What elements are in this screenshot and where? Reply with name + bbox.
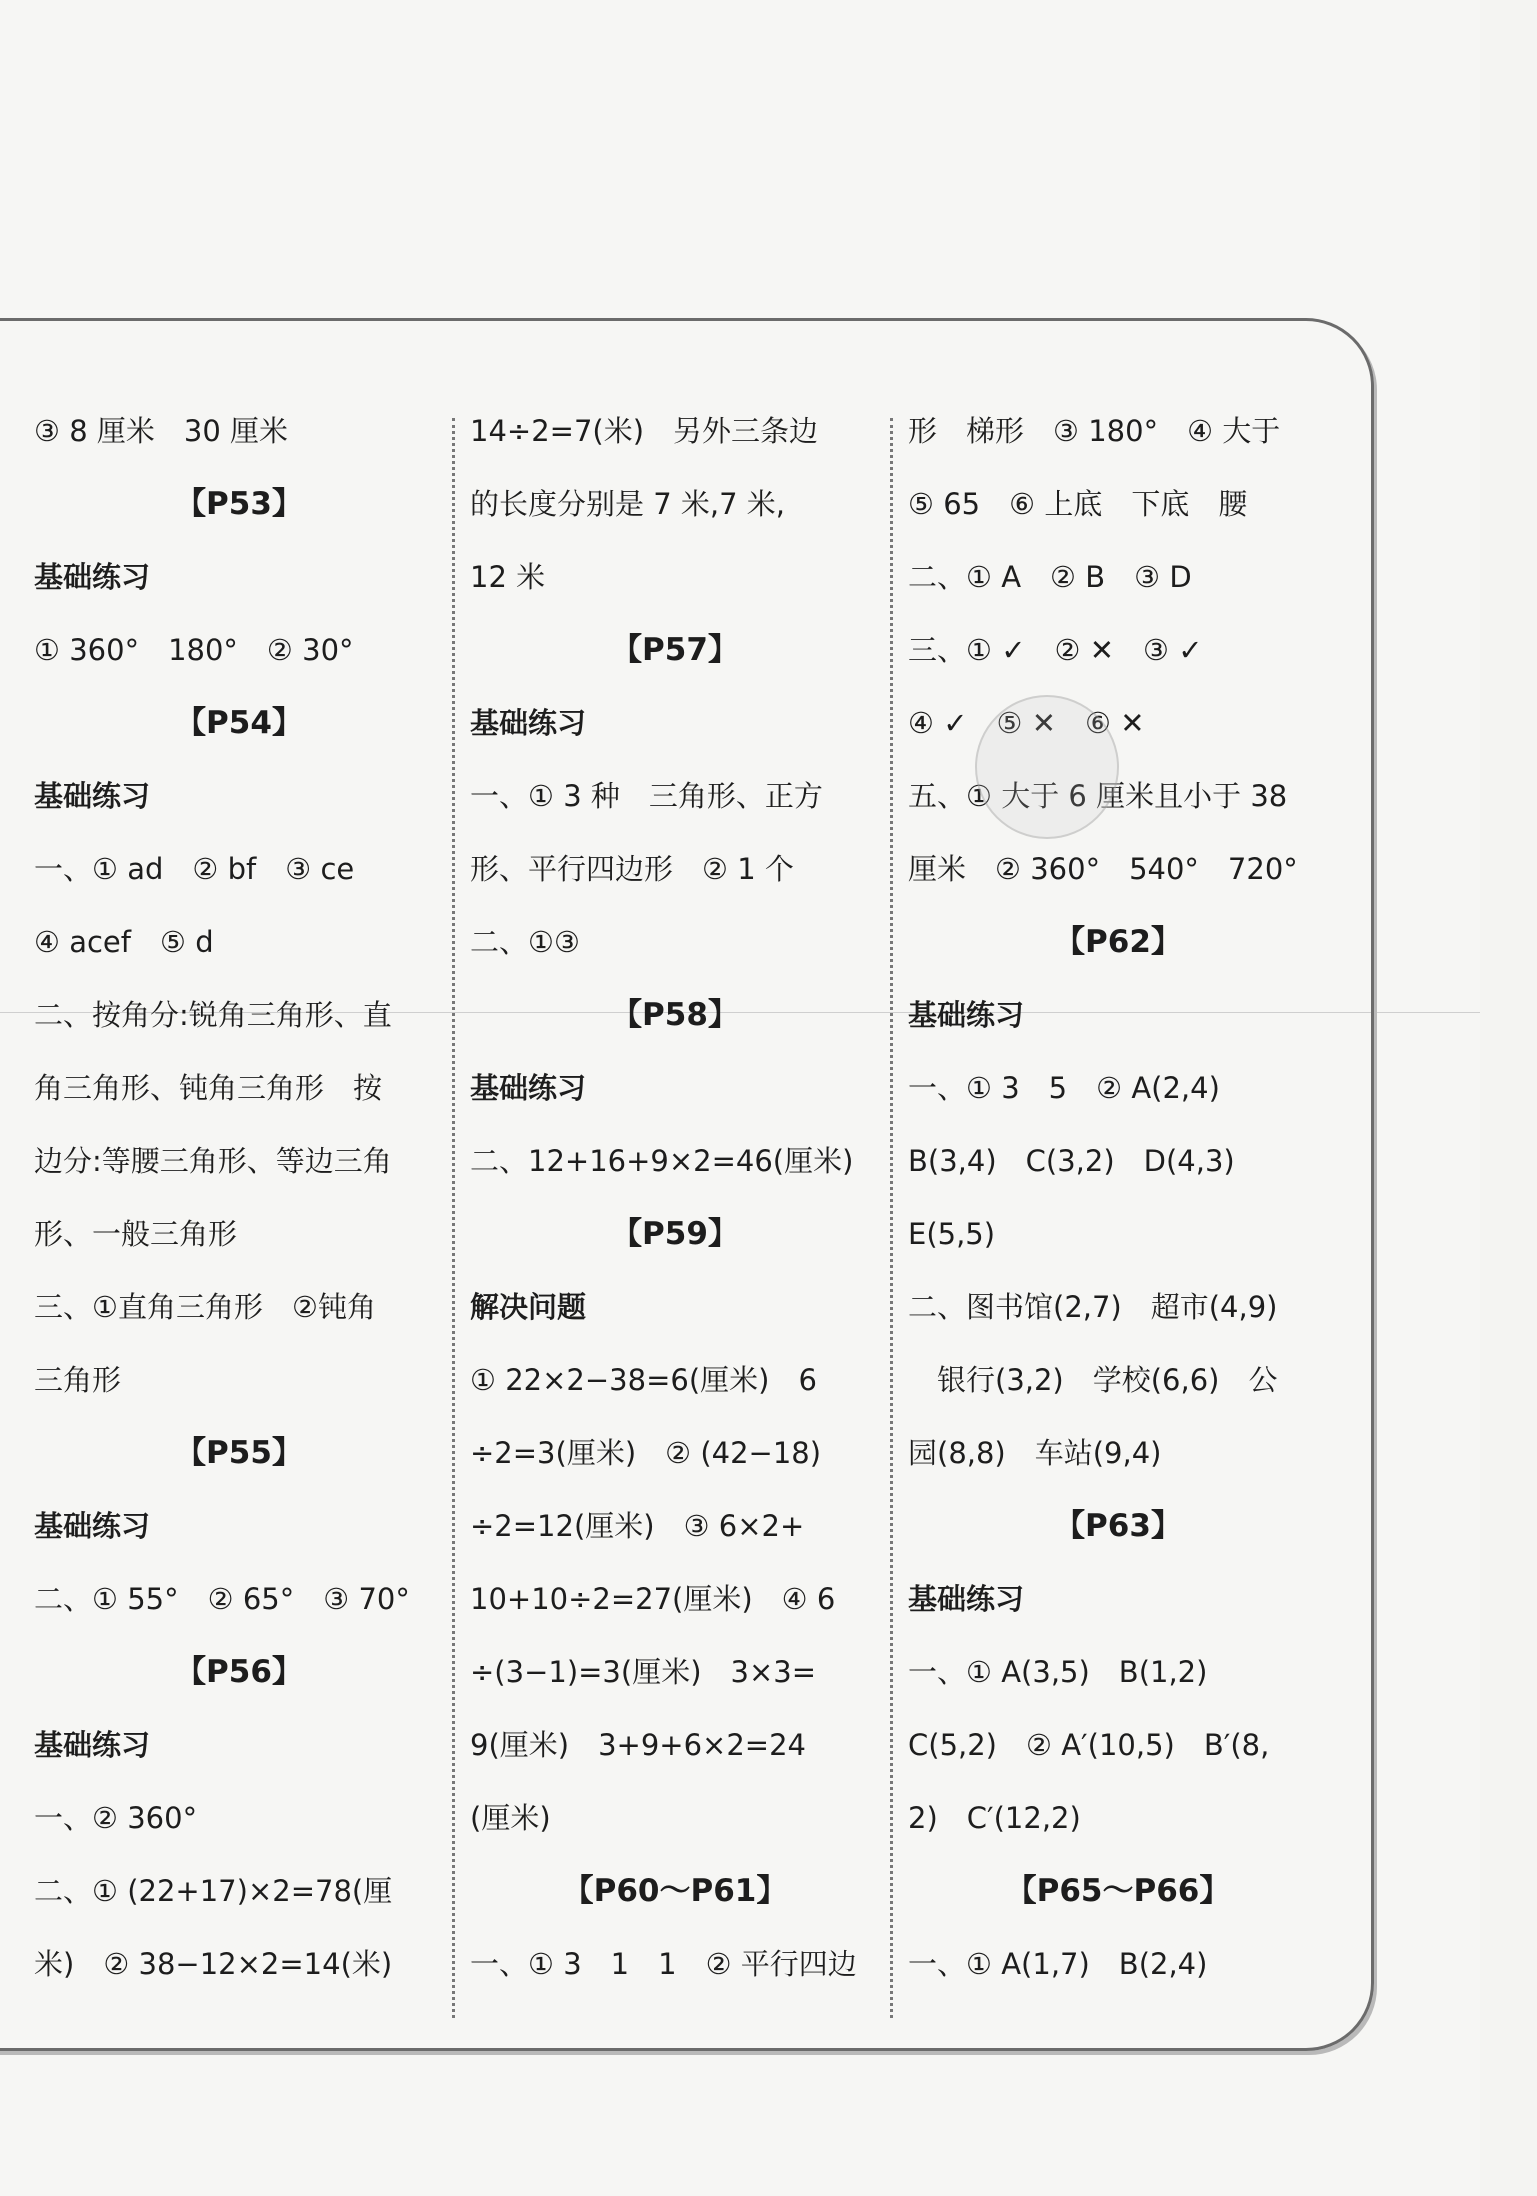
answer-line: B(3,4) C(3,2) D(4,3) bbox=[908, 1144, 1235, 1178]
section-title: 基础练习 bbox=[908, 998, 1025, 1032]
answer-line: 一、② 360° bbox=[34, 1801, 198, 1835]
answer-line: 形 梯形 ③ 180° ④ 大于 bbox=[908, 414, 1281, 448]
answer-line: 米) ② 38−12×2=14(米) bbox=[34, 1947, 393, 1981]
answer-line: 二、按角分:锐角三角形、直 bbox=[34, 998, 392, 1032]
section-title: 基础练习 bbox=[34, 1728, 151, 1762]
page-heading: 【P62】 bbox=[1054, 924, 1182, 960]
answer-line: 12 米 bbox=[470, 560, 546, 594]
answer-line: ④ ✓ ⑤ ✕ ⑥ ✕ bbox=[908, 706, 1145, 740]
answer-line: 二、① (22+17)×2=78(厘 bbox=[34, 1874, 393, 1908]
section-title: 基础练习 bbox=[34, 1509, 151, 1543]
column-separator bbox=[452, 418, 455, 2018]
page-heading: 【P63】 bbox=[1054, 1508, 1182, 1544]
answer-line: 10+10÷2=27(厘米) ④ 6 bbox=[470, 1582, 836, 1616]
answer-line: 三、① ✓ ② ✕ ③ ✓ bbox=[908, 633, 1203, 667]
answer-line: ÷2=12(厘米) ③ 6×2+ bbox=[470, 1509, 805, 1543]
answer-line: 二、① 55° ② 65° ③ 70° bbox=[34, 1582, 410, 1616]
answer-line: 一、① 3 种 三角形、正方 bbox=[470, 779, 823, 813]
answer-line: 边分:等腰三角形、等边三角 bbox=[34, 1144, 392, 1178]
column-separator bbox=[890, 418, 893, 2018]
answer-line: 银行(3,2) 学校(6,6) 公 bbox=[908, 1363, 1278, 1397]
answer-line: 9(厘米) 3+9+6×2=24 bbox=[470, 1728, 806, 1762]
answer-line: ÷2=3(厘米) ② (42−18) bbox=[470, 1436, 822, 1470]
answer-line: 一、① ad ② bf ③ ce bbox=[34, 852, 355, 886]
answer-line: 五、① 大于 6 厘米且小于 38 bbox=[908, 779, 1288, 813]
answer-line: 形、平行四边形 ② 1 个 bbox=[470, 852, 794, 886]
page-heading: 【P56】 bbox=[175, 1654, 303, 1690]
answer-line: ÷(3−1)=3(厘米) 3×3= bbox=[470, 1655, 817, 1689]
answer-line: 三、①直角三角形 ②钝角 bbox=[34, 1290, 376, 1324]
answer-column-3 bbox=[908, 395, 1328, 2001]
answer-line: 的长度分别是 7 米,7 米, bbox=[470, 487, 785, 521]
answer-line: 二、图书馆(2,7) 超市(4,9) bbox=[908, 1290, 1278, 1324]
page-heading: 【P54】 bbox=[175, 705, 303, 741]
answer-line: ⑤ 65 ⑥ 上底 下底 腰 bbox=[908, 487, 1248, 521]
section-title: 基础练习 bbox=[34, 779, 151, 813]
page-heading: 【P58】 bbox=[611, 997, 739, 1033]
answer-line: 一、① A(1,7) B(2,4) bbox=[908, 1947, 1208, 1981]
answer-line: 一、① A(3,5) B(1,2) bbox=[908, 1655, 1208, 1689]
page-heading: 【P57】 bbox=[611, 632, 739, 668]
answer-line: 2) C′(12,2) bbox=[908, 1801, 1081, 1835]
answer-column-2 bbox=[470, 395, 880, 2001]
page-heading: 【P65～P66】 bbox=[1005, 1873, 1231, 1909]
section-title: 基础练习 bbox=[34, 560, 151, 594]
answer-line: 三角形 bbox=[34, 1363, 122, 1397]
section-title: 基础练习 bbox=[470, 1071, 587, 1105]
answer-line: 14÷2=7(米) 另外三条边 bbox=[470, 414, 819, 448]
answer-line: ① 22×2−38=6(厘米) 6 bbox=[470, 1363, 817, 1397]
section-title: 基础练习 bbox=[908, 1582, 1025, 1616]
page-heading: 【P59】 bbox=[611, 1216, 739, 1252]
answer-line: E(5,5) bbox=[908, 1217, 996, 1251]
answer-line: C(5,2) ② A′(10,5) B′(8, bbox=[908, 1728, 1270, 1762]
answer-line: ④ acef ⑤ d bbox=[34, 925, 214, 959]
answer-line: ③ 8 厘米 30 厘米 bbox=[34, 414, 289, 448]
answer-line: 角三角形、钝角三角形 按 bbox=[34, 1071, 383, 1105]
answer-line: 二、① A ② B ③ D bbox=[908, 560, 1192, 594]
page-heading: 【P60～P61】 bbox=[562, 1873, 788, 1909]
answer-line: 二、12+16+9×2=46(厘米) bbox=[470, 1144, 854, 1178]
answer-column-1 bbox=[34, 395, 444, 2001]
answer-line: 一、① 3 1 1 ② 平行四边 bbox=[470, 1947, 857, 1981]
answer-line: ① 360° 180° ② 30° bbox=[34, 633, 354, 667]
page-heading: 【P53】 bbox=[175, 486, 303, 522]
answer-line: 厘米 ② 360° 540° 720° bbox=[908, 852, 1298, 886]
watermark-stamp bbox=[975, 695, 1119, 839]
section-title: 解决问题 bbox=[470, 1290, 587, 1324]
answer-line: 一、① 3 5 ② A(2,4) bbox=[908, 1071, 1220, 1105]
answer-line: 园(8,8) 车站(9,4) bbox=[908, 1436, 1162, 1470]
section-title: 基础练习 bbox=[470, 706, 587, 740]
answer-line: (厘米) bbox=[470, 1801, 551, 1835]
answer-line: 形、一般三角形 bbox=[34, 1217, 238, 1251]
answer-line: 二、①③ bbox=[470, 925, 580, 959]
page-heading: 【P55】 bbox=[175, 1435, 303, 1471]
